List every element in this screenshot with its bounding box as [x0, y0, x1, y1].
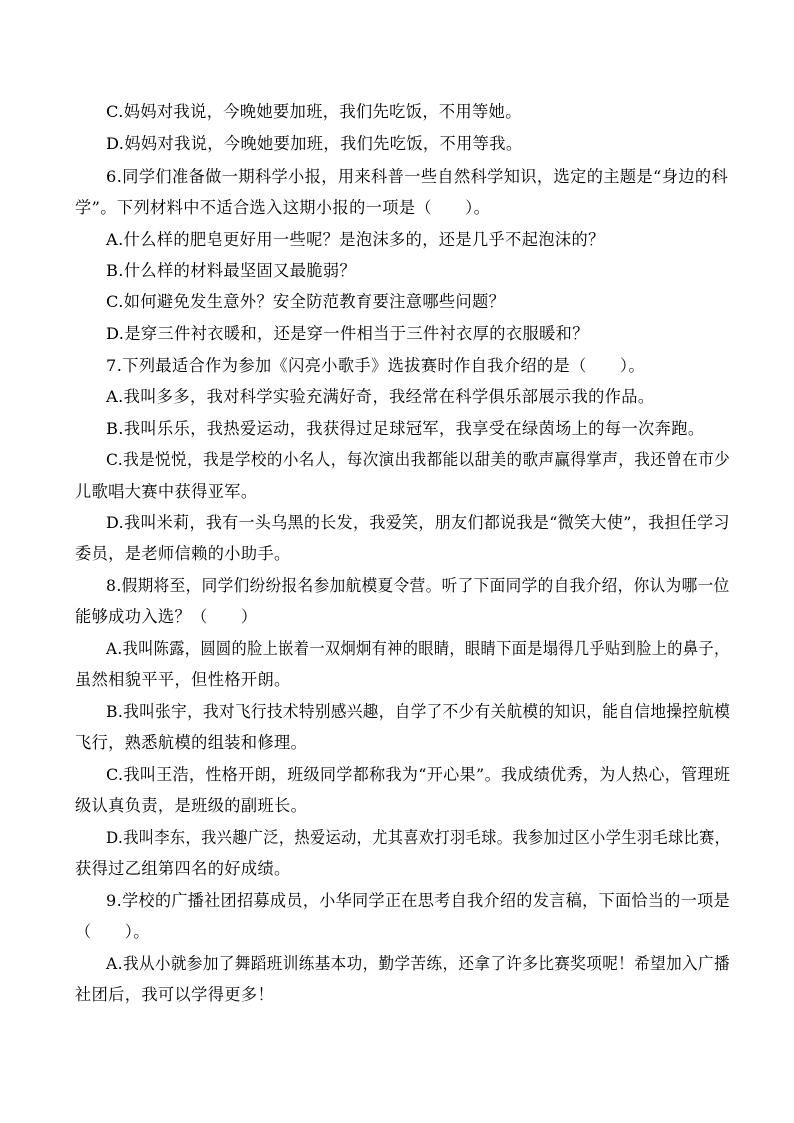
option-d-q7-line-1: D.我叫米莉，我有一头乌黑的长发，我爱笑，朋友们都说我是“微笑大使”，我担任学习: [106, 513, 730, 532]
option-c-q7-line-1: C.我是悦悦，我是学校的小名人，每次演出我都能以甜美的歌声赢得掌声，我还曾在市少: [106, 450, 731, 469]
option-b-q7: B.我叫乐乐，我热爱运动，我获得过足球冠军，我享受在绿茵场上的每一次奔跑。: [106, 419, 705, 438]
option-a-q7: A.我叫多多，我对科学实验充满好奇，我经常在科学俱乐部展示我的作品。: [106, 387, 655, 406]
option-d-q7-line-2: 委员，是老师信赖的小助手。: [75, 544, 291, 563]
question-6-line-1: 6.同学们准备做一期科学小报，用来科普一些自然科学知识，选定的主题是“身边的科: [106, 167, 729, 186]
option-d-q5: D.妈妈对我说，今晚她要加班，我们先吃饭，不用等我。: [106, 134, 523, 153]
option-c-q8-line-2: 级认真负责，是班级的副班长。: [75, 796, 308, 815]
option-d-q8-line-1: D.我叫李东，我兴趣广泛，热爱运动，尤其喜欢打羽毛球。我参加过区小学生羽毛球比赛，: [106, 828, 731, 847]
option-d-q8-line-2: 获得过乙组第四名的好成绩。: [75, 859, 291, 878]
option-c-q5: C.妈妈对我说，今晚她要加班，我们先吃饭，不用等她。: [106, 102, 522, 121]
option-b-q6: B.什么样的材料最坚固又最脆弱？: [106, 261, 357, 280]
option-c-q7-line-2: 儿歌唱大赛中获得亚军。: [75, 482, 258, 501]
option-b-q8-line-1: B.我叫张宇，我对飞行技术特别感兴趣，自学了不少有关航模的知识，能自信地操控航模: [106, 702, 731, 721]
question-8-line-1: 8.假期将至，同学们纷纷报名参加航模夏令营。听了下面同学的自我介绍，你认为哪一位: [106, 576, 730, 595]
option-a-q8-line-2: 虽然相貌平平，但性格开朗。: [75, 670, 291, 689]
option-a-q9-line-1: A.我从小就参加了舞蹈班训练基本功，勤学苦练，还拿了许多比赛奖项呢！希望加入广播: [106, 954, 730, 973]
option-a-q6: A.什么样的肥皂更好用一些呢？是泡沫多的，还是几乎不起泡沫的？: [106, 230, 605, 249]
question-6-line-2: 学”。下列材料中不适合选入这期小报的一项是（ ）。: [75, 198, 491, 217]
option-a-q8-line-1: A.我叫陈露，圆圆的脸上嵌着一双炯炯有神的眼睛，眼睛下面是塌得几乎贴到脸上的鼻子，: [106, 639, 730, 658]
option-d-q6: D.是穿三件衬衣暖和，还是穿一件相当于三件衬衣厚的衣服暖和？: [106, 324, 589, 343]
question-8-line-2: 能够成功入选？（ ）: [75, 607, 258, 626]
option-c-q8-line-1: C.我叫王浩，性格开朗，班级同学都称我为“开心果”。我成绩优秀，为人热心，管理班: [106, 765, 731, 784]
option-b-q8-line-2: 飞行，熟悉航模的组装和修理。: [75, 733, 308, 752]
option-c-q6: C.如何避免发生意外？安全防范教育要注意哪些问题？: [106, 292, 506, 311]
option-a-q9-line-2: 社团后，我可以学得更多！: [75, 985, 275, 1004]
question-7: 7.下列最适合作为参加《闪亮小歌手》选拔赛时作自我介绍的是（ ）。: [106, 356, 645, 375]
question-9-line-2: （ ）。: [75, 922, 150, 941]
question-9-line-1: 9.学校的广播社团招募成员，小华同学正在思考自我介绍的发言稿，下面恰当的一项是: [106, 891, 730, 910]
